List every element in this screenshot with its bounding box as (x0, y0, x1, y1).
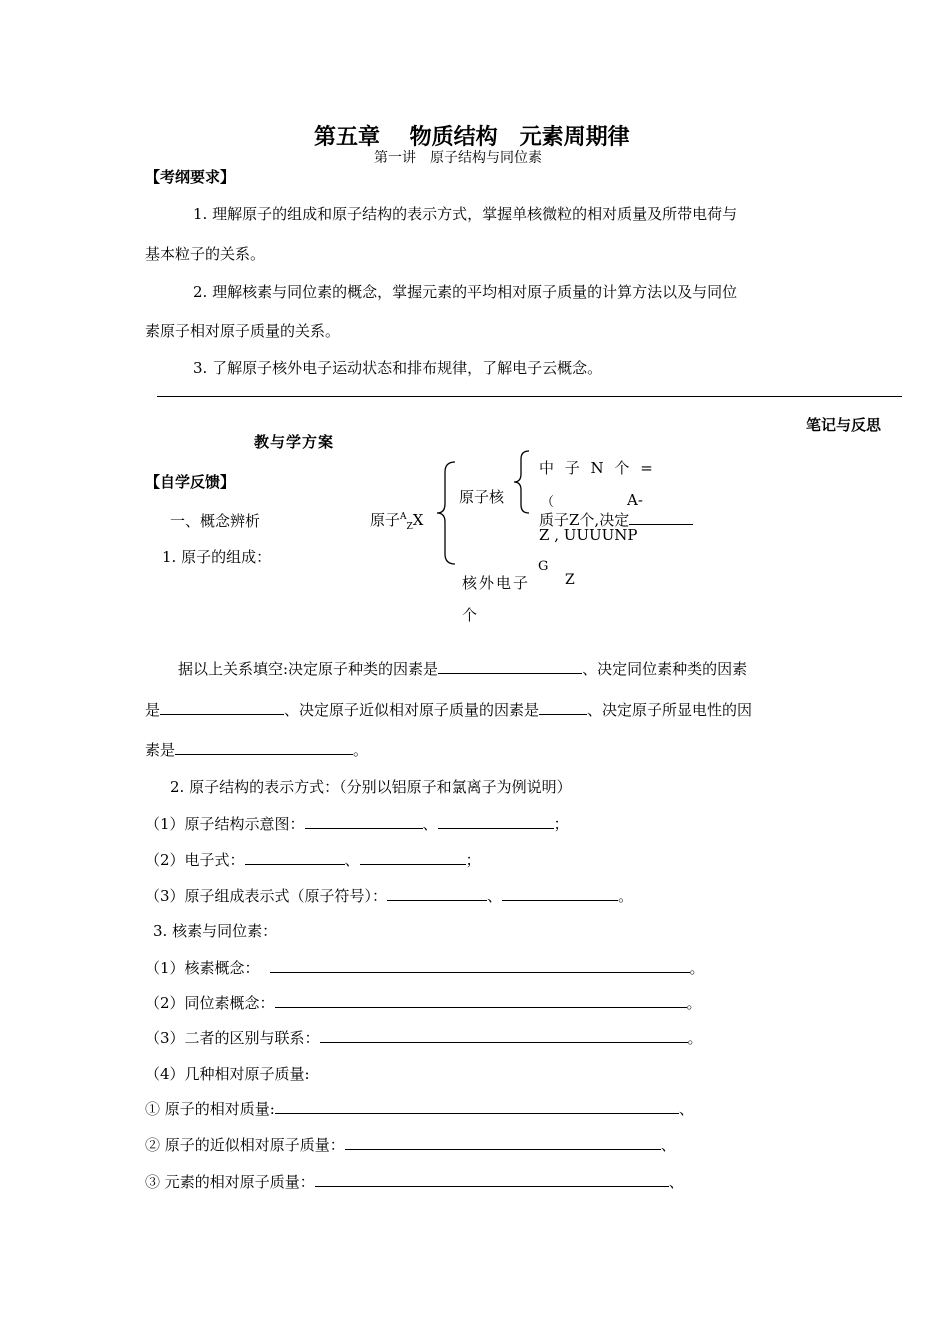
sep-1: 、 (422, 815, 438, 833)
fill-text-3: 是 (145, 701, 161, 719)
composition-label: 1. 原子的组成： (162, 548, 272, 566)
atom-text: 原子 (370, 511, 401, 529)
blank-symbol-2[interactable] (502, 886, 618, 901)
g-label: G (538, 559, 549, 574)
sep-2: 、 (344, 851, 360, 869)
comma-2: 、 (660, 1136, 676, 1154)
nucleus-label: 原子核 (459, 488, 505, 506)
ge-label: 个 (462, 606, 478, 624)
open-paren: （ (541, 495, 555, 510)
section2-item1-label: （1）原子结构示意图： (145, 815, 305, 833)
section-divider (157, 396, 902, 397)
blank-isotope[interactable] (275, 993, 687, 1008)
blank-electron-1[interactable] (245, 850, 345, 865)
fill-text-6: 素是 (145, 741, 176, 759)
semi-2: ； (465, 851, 481, 869)
blank-atom-mass[interactable] (275, 1099, 679, 1114)
z-line: Z , UUUUNP (539, 526, 638, 544)
blank-approx-atom-mass[interactable] (345, 1135, 661, 1150)
z2-label: Z (565, 572, 575, 588)
fill-line-3 (145, 739, 368, 760)
self-study-heading: 【自学反馈】 (145, 473, 236, 491)
fill-text-2: 、决定同位素种类的因素 (582, 660, 748, 678)
atom-brace (435, 460, 457, 566)
requirement-2-line1: 2. 理解核素与同位素的概念，掌握元素的平均相对原子质量的计算方法以及与同位 (193, 283, 738, 301)
section3-sub3 (145, 1171, 684, 1192)
section3-sub2 (145, 1134, 676, 1155)
blank-approx-mass[interactable] (539, 700, 587, 715)
notes-label: 笔记与反思 (806, 416, 882, 434)
electron-label: 核外电子 (462, 574, 531, 592)
element-symbol: X (412, 511, 424, 529)
section3-item4: （4）几种相对原子质量: (145, 1065, 310, 1083)
atomic-number: Z (406, 522, 413, 532)
requirement-3: 3. 了解原子核外电子运动状态和排布规律，了解电子云概念。 (193, 359, 603, 377)
section3-sub2-label: ② 原子的近似相对原子质量： (145, 1136, 345, 1154)
section3-item1-label: （1）核素概念： (145, 959, 260, 977)
blank-structure-2[interactable] (438, 814, 554, 829)
requirement-1-line1: 1. 理解原子的组成和原子结构的表示方式，掌握单核微粒的相对质量及所带电荷与 (193, 205, 738, 223)
end-1: 。 (618, 887, 634, 905)
concept-heading: 一、概念辨析 (170, 512, 261, 530)
fill-line-2 (145, 699, 752, 720)
section3-item2-label: （2）同位素概念： (145, 994, 275, 1012)
section3-item2 (145, 992, 702, 1013)
semi-1: ； (553, 815, 569, 833)
section2-item3-label: （3）原子组成表示式（原子符号）： (145, 887, 388, 905)
section2-item2-label: （2）电子式： (145, 851, 245, 869)
requirements-heading: 【考纲要求】 (145, 168, 236, 186)
section3-item3-label: （3）二者的区别与联系： (145, 1029, 320, 1047)
fill-text-1: 据以上关系填空:决定原子种类的因素是 (178, 660, 439, 678)
section2-heading: 2. 原子结构的表示方式：（分别以铝原子和氯离子为例说明） (170, 778, 572, 796)
comma-3: 、 (668, 1173, 684, 1191)
blank-charge[interactable] (175, 740, 353, 755)
comma-1: 、 (678, 1100, 694, 1118)
blank-isotope-type[interactable] (160, 700, 284, 715)
section3-item3 (145, 1027, 703, 1048)
end-3: 。 (686, 994, 702, 1012)
blank-nuclide[interactable] (270, 958, 690, 973)
page-subtitle: 第一讲 原子结构与同位素 (374, 150, 542, 166)
blank-structure-1[interactable] (305, 814, 423, 829)
fill-text-7: 。 (353, 741, 369, 759)
section3-heading: 3. 核素与同位素： (153, 922, 278, 940)
end-2: 。 (689, 959, 705, 977)
section2-item3 (145, 885, 633, 906)
requirement-1-line2: 基本粒子的关系。 (145, 245, 266, 263)
proton-blank[interactable] (629, 510, 693, 525)
atom-label (370, 509, 423, 532)
blank-relation[interactable] (320, 1028, 688, 1043)
fill-text-5: 、决定原子所显电性的因 (587, 701, 753, 719)
proton-text: 质子Z个,决定 (539, 511, 630, 529)
page-title: 第五章 物质结构 元素周期律 (314, 124, 630, 150)
requirement-2-line2: 素原子相对原子质量的关系。 (145, 322, 341, 340)
section2-item1 (145, 813, 569, 834)
blank-electron-2[interactable] (360, 850, 466, 865)
section3-item1 (145, 957, 705, 978)
sep-3: 、 (487, 887, 503, 905)
blank-atom-type[interactable] (438, 659, 582, 674)
blank-symbol-1[interactable] (387, 886, 487, 901)
plan-label: 教与学方案 (254, 433, 335, 451)
section2-item2 (145, 849, 481, 870)
fill-text-4: 、决定原子近似相对原子质量的因素是 (284, 701, 540, 719)
section3-sub1-label: ① 原子的相对质量: (145, 1100, 275, 1118)
fill-line-1 (178, 658, 747, 679)
neutron-line: 中 子 N 个 = (539, 459, 656, 477)
a-minus: A- (627, 491, 643, 509)
section3-sub1 (145, 1098, 694, 1119)
blank-element-mass[interactable] (315, 1172, 669, 1187)
section3-sub3-label: ③ 元素的相对原子质量： (145, 1173, 315, 1191)
nucleus-brace (511, 449, 531, 515)
end-4: 。 (687, 1029, 703, 1047)
mass-number: A (400, 512, 407, 522)
